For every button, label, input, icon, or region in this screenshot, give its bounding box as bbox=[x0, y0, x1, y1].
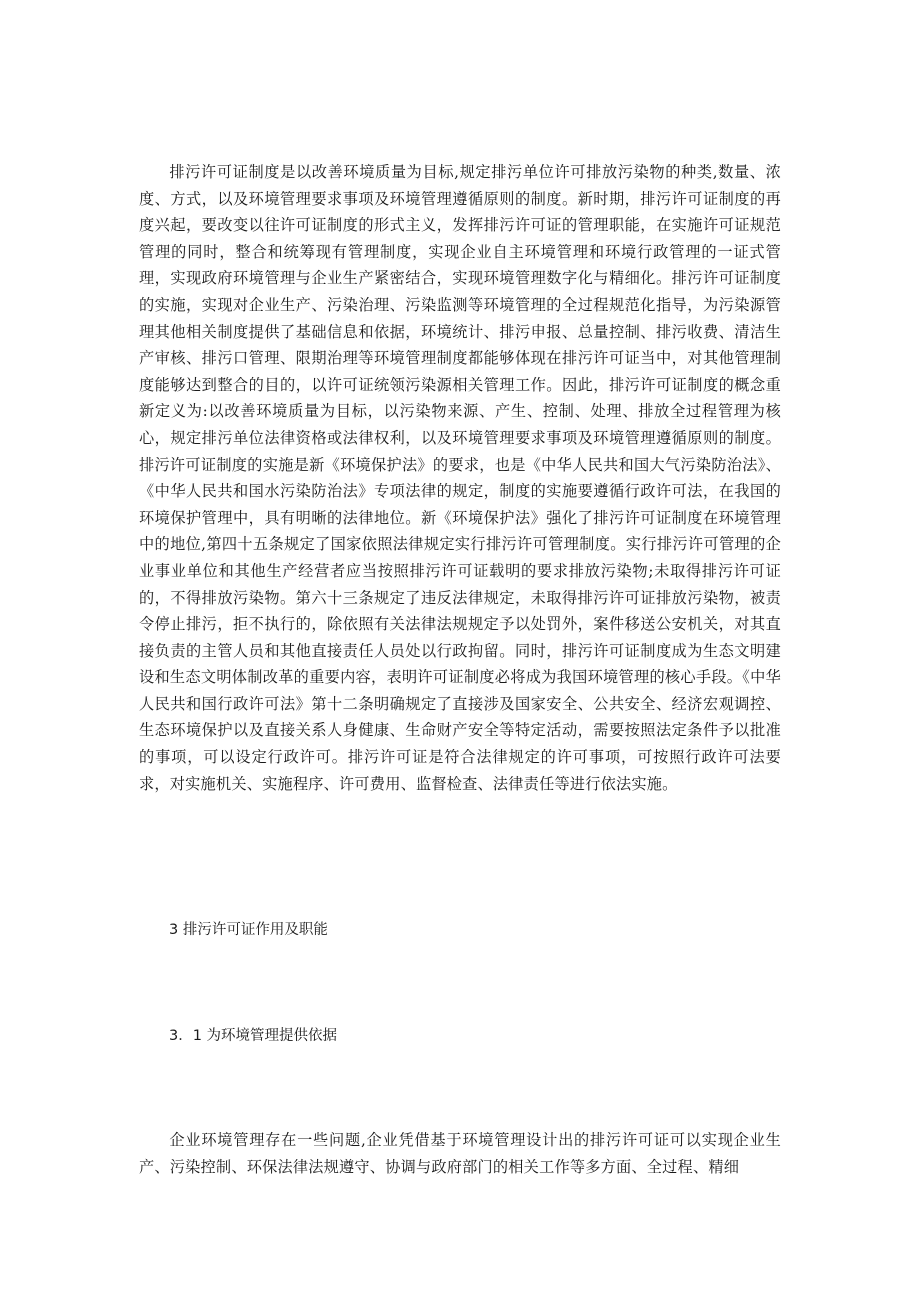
section-heading-3-1: 3．1 为环境管理提供依据 bbox=[169, 1028, 338, 1044]
body-paragraph-permit-system: 排污许可证制度是以改善环境质量为目标,规定排污单位许可排放污染物的种类,数量、浓度、方式，以及环境管理要求事项及环境管理遵循原则的制度。新时期，排污许可证制度的再度兴起，要改变以往许可证制度的形式主义，发挥排污许可证的管理职能，在实施许可证规范管理的同时，整合和统筹现有管理制度，实现企业自主环境管理和环境行政管理的一证式管理，实现政府环境管理与企业生产紧密结合，实现环境管理数字化与精细化。排污许可证制度的实施，实现对企业生产、污染治理、污染监测等环境管理的全过程规范化指导，为污染源管理其他相关制度提供了基础信息和依据，环境统计、排污申报、总量控制、排污收费、清洁生产审核、排污口管理、限期治理等环境管理制度都能够体现在排污许可证当中，对其他管理制度能够达到整合的目的，以许可证统领污染源相关管理工作。因此，排污许可证制度的概念重新定义为:以改善环境质量为目标，以污染物来源、产生、控制、处理、排放全过程管理为核心，规定排污单位法律资格或法律权利，以及环境管理要求事项及环境管理遵循原则的制度。排污许可证制度的实施是新《环境保护法》的要求，也是《中华人民共和国大气污染防治法》、《中华人民共和国水污染防治法》专项法律的规定，制度的实施要遵循行政许可法，在我国的环境保护管理中，具有明晰的法律地位。新《环境保护法》强化了排污许可证制度在环境管理中的地位,第四十五条规定了国家依照法律规定实行排污许可管理制度。实行排污许可管理的企业事业单位和其他生产经营者应当按照排污许可证载明的要求排放污染物;未取得排污许可证的，不得排放污染物。第六十三条规定了违反法律规定，未取得排污许可证排放污染物，被责令停止排污，拒不执行的，除依照有关法律法规规定予以处罚外，案件移送公安机关，对其直接负责的主管人员和其他直接责任人员处以行政拘留。同时，排污许可证制度成为生态文明建设和生态文明体制改革的重要内容，表明许可证制度必将成为我国环境管理的核心手段。《中华人民共和国行政许可法》第十二条明确规定了直接涉及国家安全、公共安全、经济宏观调控、生态环境保护以及直接关系人身健康、生命财产安全等特定活动，需要按照法定条件予以批准的事项，可以设定行政许可。排污许可证是符合法律规定的许可事项，可按照行政许可法要求，对实施机关、实施程序、许可费用、监督检查、法律责任等进行依法实施。 bbox=[139, 163, 781, 793]
body-paragraph-enterprise-management: 企业环境管理存在一些问题,企业凭借基于环境管理设计出的排污许可证可以实现企业生产、污染控制、环保法律法规遵守、协调与政府部门的相关工作等多方面、全过程、精细 bbox=[139, 1131, 781, 1176]
section-heading-3: 3 排污许可证作用及职能 bbox=[169, 922, 328, 938]
